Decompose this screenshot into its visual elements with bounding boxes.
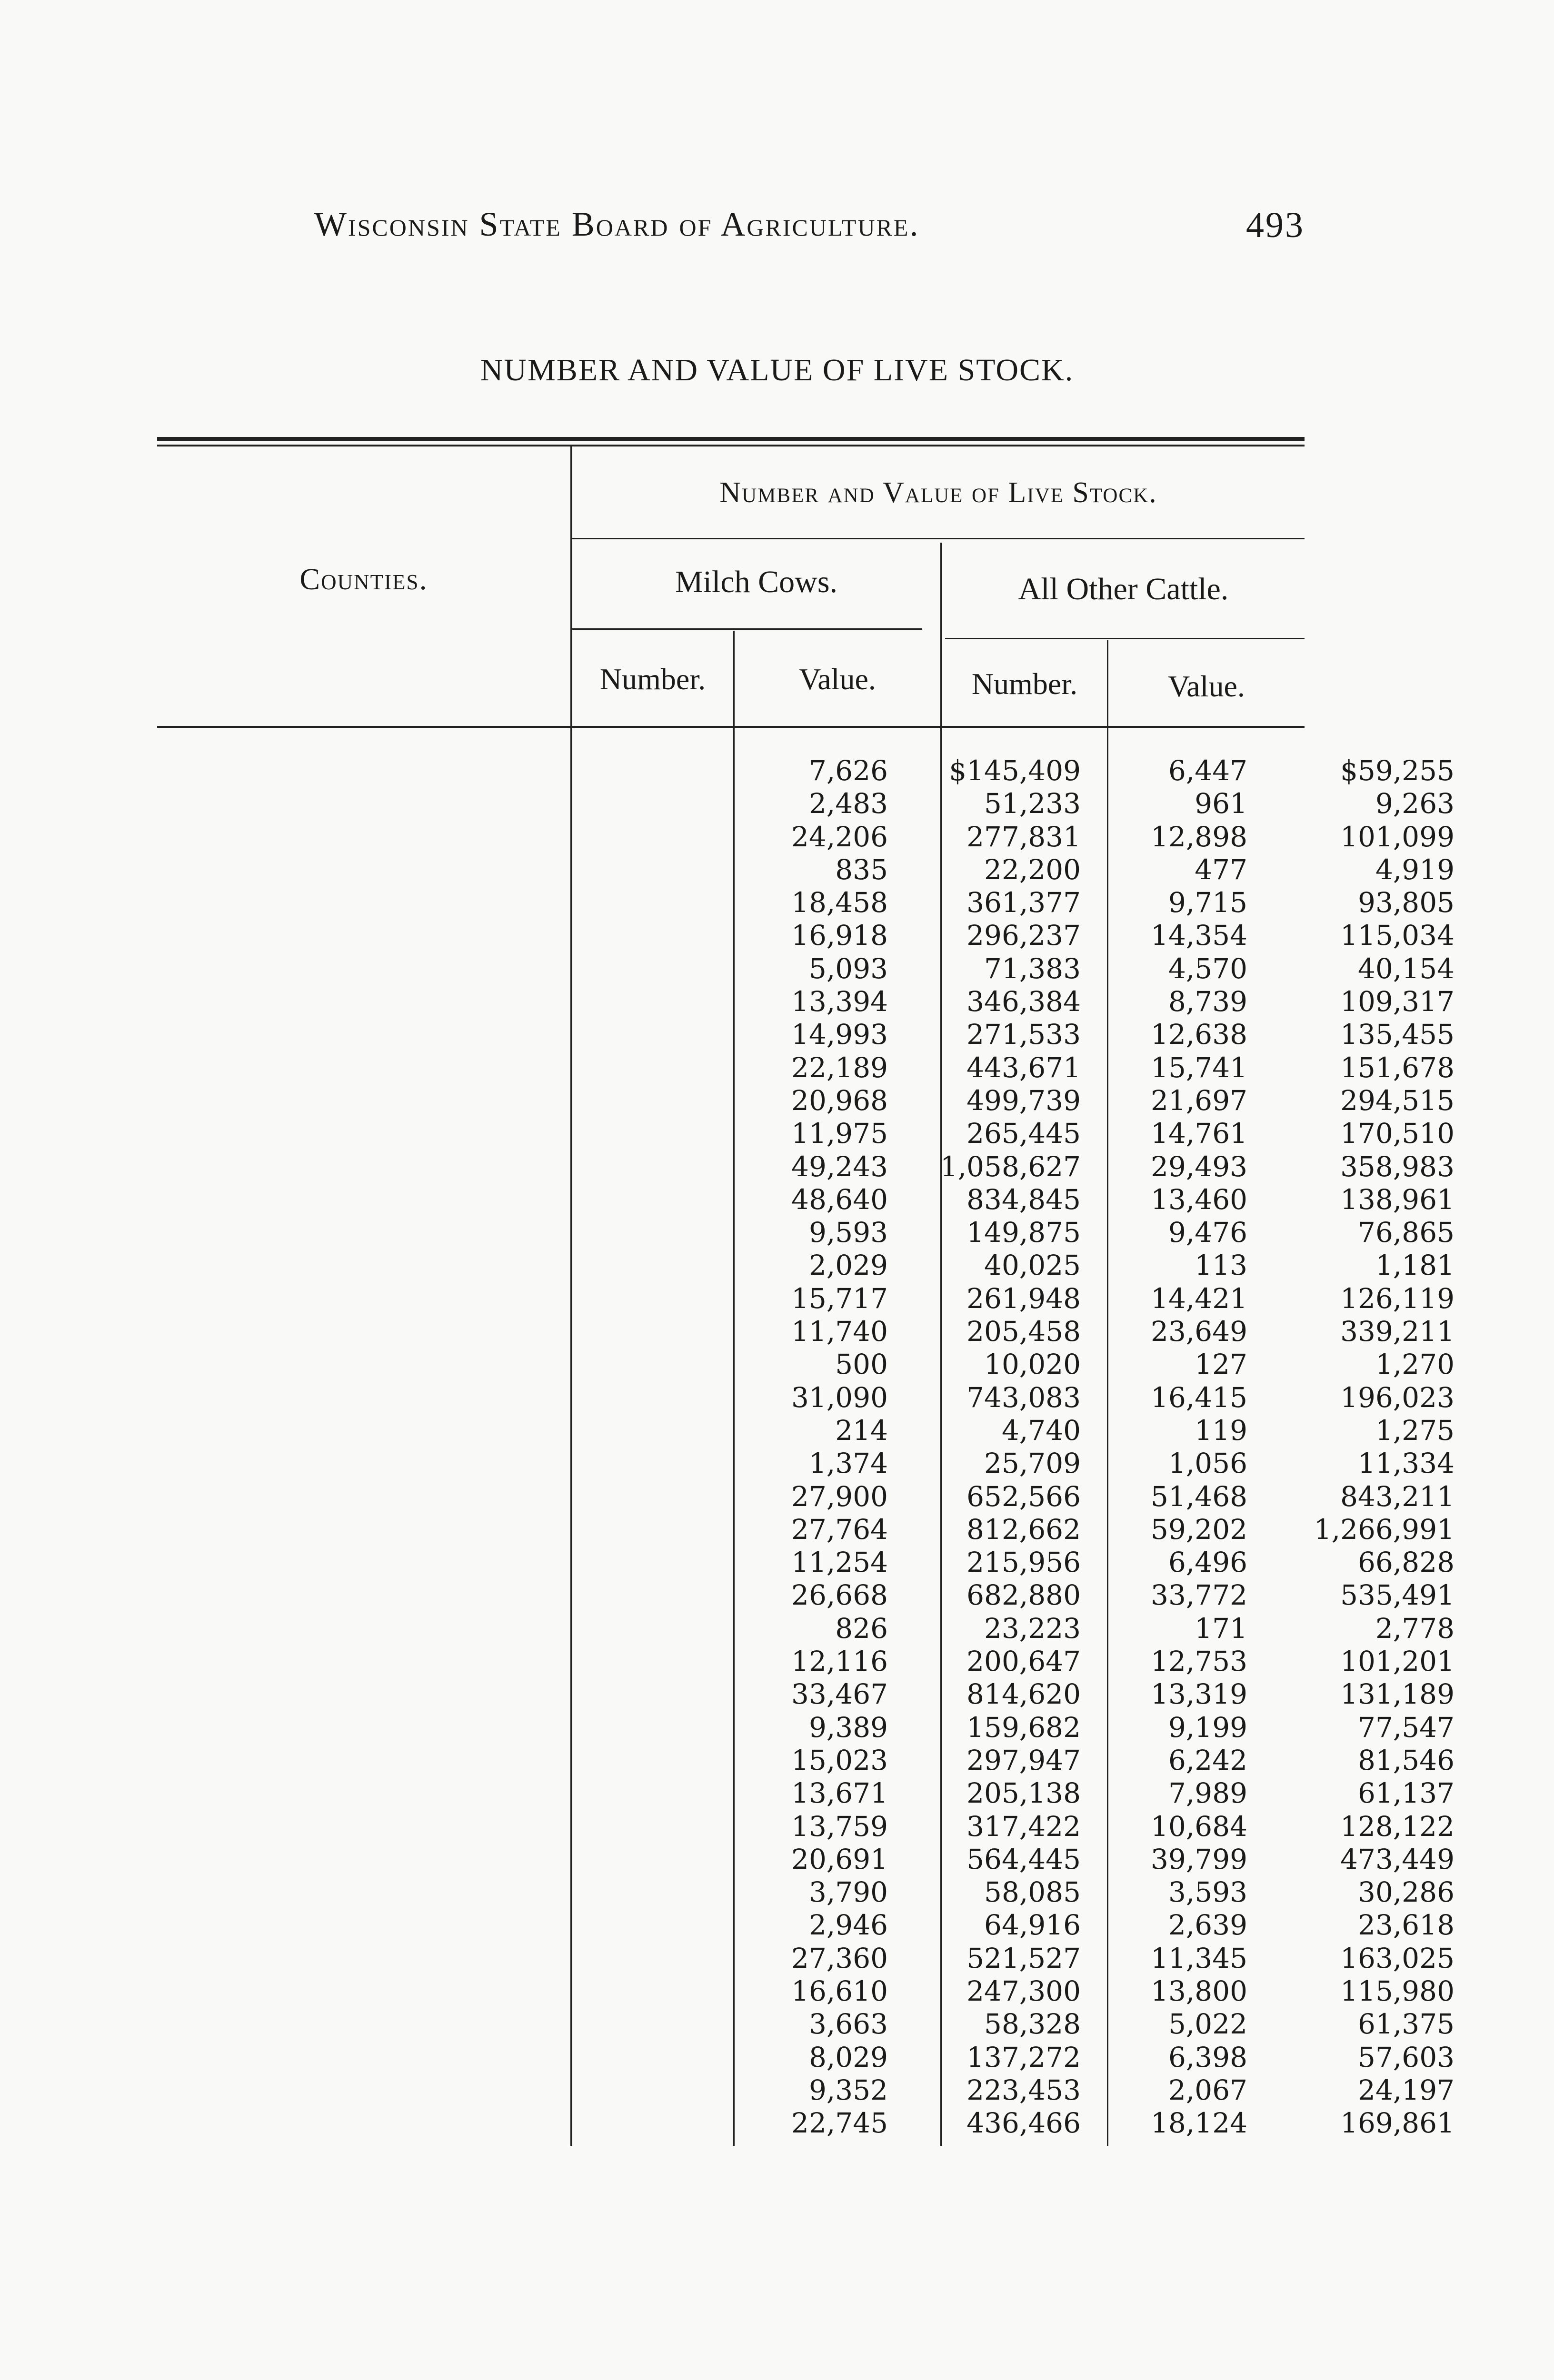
other-cattle-number: 5,022 <box>1168 2008 1247 2041</box>
other-cattle-value: 535,491 <box>1340 1579 1454 1612</box>
milch-cows-value: 436,466 <box>966 2107 1081 2140</box>
milch-cows-number: 16,610 <box>791 1974 888 2007</box>
table-row <box>157 1183 1462 1216</box>
other-cattle-number: 59,202 <box>1151 1513 1247 1546</box>
table-row <box>157 1315 1462 1348</box>
other-cattle-value: 101,099 <box>1340 820 1454 853</box>
other-cattle-number: 9,476 <box>1168 1216 1247 1249</box>
other-cattle-number: 12,898 <box>1151 820 1247 853</box>
header-other-cattle: All Other Cattle. <box>1018 572 1229 606</box>
milch-cows-value: 58,085 <box>984 1876 1081 1909</box>
other-cattle-value: 115,034 <box>1340 919 1454 952</box>
milch-cows-value: 346,384 <box>966 985 1081 1018</box>
other-cattle-value: 339,211 <box>1340 1315 1454 1348</box>
other-cattle-number: 7,989 <box>1168 1777 1247 1810</box>
milch-cows-value: 296,237 <box>966 919 1081 952</box>
table-row <box>157 2008 1462 2041</box>
rule-under-milch <box>572 628 922 630</box>
other-cattle-value: 135,455 <box>1340 1018 1454 1051</box>
other-cattle-number: 11,345 <box>1151 1942 1247 1974</box>
other-cattle-number: 14,421 <box>1151 1282 1247 1315</box>
top-double-rule-1 <box>157 437 1305 441</box>
header-cattle-value: Value. <box>1168 669 1245 703</box>
milch-cows-value: 51,233 <box>984 787 1081 820</box>
milch-cows-number: 8,029 <box>808 2041 888 2073</box>
milch-cows-value: 812,662 <box>966 1513 1081 1546</box>
other-cattle-number: 12,753 <box>1151 1645 1247 1678</box>
milch-cows-value: 652,566 <box>966 1480 1081 1513</box>
milch-cows-number: 31,090 <box>791 1381 888 1414</box>
other-cattle-number: 51,468 <box>1151 1480 1247 1513</box>
milch-cows-number: 13,759 <box>791 1810 888 1843</box>
milch-cows-value: 58,328 <box>984 2008 1081 2041</box>
other-cattle-value: 1,266,991 <box>1314 1513 1454 1546</box>
other-cattle-value: 169,861 <box>1340 2107 1454 2140</box>
milch-cows-value: 1,058,627 <box>940 1150 1081 1183</box>
table-body <box>157 754 1462 2140</box>
milch-cows-number: 11,254 <box>791 1546 888 1579</box>
table-row <box>157 853 1462 886</box>
other-cattle-number: 1,056 <box>1168 1447 1247 1480</box>
running-head <box>314 205 1305 248</box>
table-row <box>157 1084 1462 1117</box>
other-cattle-number: 8,739 <box>1168 985 1247 1018</box>
other-cattle-number: 39,799 <box>1151 1843 1247 1875</box>
table-row <box>157 1678 1462 1711</box>
other-cattle-number: 6,398 <box>1168 2041 1247 2073</box>
milch-cows-value: 361,377 <box>966 886 1081 919</box>
other-cattle-value: 473,449 <box>1340 1843 1454 1875</box>
milch-cows-value: 4,740 <box>1001 1414 1081 1447</box>
other-cattle-value: 1,270 <box>1375 1348 1454 1381</box>
other-cattle-number: 18,124 <box>1151 2107 1247 2140</box>
milch-cows-value: 564,445 <box>966 1843 1081 1875</box>
milch-cows-value: 223,453 <box>966 2073 1081 2106</box>
other-cattle-value: 126,119 <box>1340 1282 1454 1315</box>
table-row <box>157 1942 1462 1975</box>
table-row <box>157 787 1462 820</box>
other-cattle-value: 131,189 <box>1340 1678 1454 1711</box>
other-cattle-number: 15,741 <box>1151 1051 1247 1084</box>
milch-cows-number: 49,243 <box>791 1150 888 1183</box>
header-bottom-rule <box>157 726 1305 728</box>
milch-cows-value: 200,647 <box>966 1645 1081 1678</box>
table-row <box>157 2041 1462 2074</box>
running-head-title: Wisconsin State Board of Agriculture. <box>314 205 920 243</box>
table-row <box>157 1579 1462 1612</box>
milch-cows-value: 317,422 <box>966 1810 1081 1843</box>
rule-under-cattle <box>945 638 1305 639</box>
other-cattle-number: 14,354 <box>1151 919 1247 952</box>
header-cows-value: Value. <box>799 662 876 696</box>
other-cattle-number: 6,242 <box>1168 1744 1247 1776</box>
table-row <box>157 1414 1462 1447</box>
milch-cows-value: 247,300 <box>966 1974 1081 2007</box>
other-cattle-value: 163,025 <box>1340 1942 1454 1974</box>
milch-cows-number: 13,394 <box>791 985 888 1018</box>
other-cattle-number: 23,649 <box>1151 1315 1247 1348</box>
milch-cows-value: 215,956 <box>966 1546 1081 1579</box>
table-row <box>157 1216 1462 1249</box>
other-cattle-number: 12,638 <box>1151 1018 1247 1051</box>
other-cattle-value: 76,865 <box>1358 1216 1454 1249</box>
other-cattle-value: 115,980 <box>1340 1974 1454 2007</box>
milch-cows-value: 443,671 <box>966 1051 1081 1084</box>
milch-cows-value: 25,709 <box>984 1447 1081 1480</box>
milch-cows-number: 826 <box>835 1612 888 1645</box>
milch-cows-number: 214 <box>835 1414 888 1447</box>
table-row <box>157 1051 1462 1084</box>
milch-cows-number: 2,483 <box>808 787 888 820</box>
milch-cows-number: 3,663 <box>808 2008 888 2041</box>
other-cattle-value: 358,983 <box>1340 1150 1454 1183</box>
other-cattle-number: 4,570 <box>1168 952 1247 985</box>
table-row <box>157 1744 1462 1777</box>
milch-cows-number: 26,668 <box>791 1579 888 1612</box>
milch-cows-number: 16,918 <box>791 919 888 952</box>
table-row <box>157 985 1462 1018</box>
table-row <box>157 1381 1462 1414</box>
milch-cows-number: 20,691 <box>791 1843 888 1875</box>
other-cattle-value: $59,255 <box>1340 754 1454 787</box>
top-double-rule-2 <box>157 445 1305 446</box>
other-cattle-value: 1,181 <box>1375 1249 1454 1282</box>
other-cattle-value: 138,961 <box>1340 1183 1454 1216</box>
table-row <box>157 952 1462 985</box>
milch-cows-number: 22,189 <box>791 1051 888 1084</box>
rule-under-group <box>572 538 1305 539</box>
other-cattle-number: 9,715 <box>1168 886 1247 919</box>
other-cattle-value: 93,805 <box>1358 886 1454 919</box>
other-cattle-value: 30,286 <box>1358 1876 1454 1909</box>
milch-cows-value: 834,845 <box>966 1183 1081 1216</box>
milch-cows-number: 5,093 <box>808 952 888 985</box>
other-cattle-number: 127 <box>1195 1348 1247 1381</box>
milch-cows-value: 149,875 <box>966 1216 1081 1249</box>
milch-cows-value: 22,200 <box>984 853 1081 886</box>
milch-cows-number: 27,360 <box>791 1942 888 1974</box>
other-cattle-value: 294,515 <box>1340 1084 1454 1117</box>
other-cattle-value: 24,197 <box>1358 2073 1454 2106</box>
other-cattle-number: 6,496 <box>1168 1546 1247 1579</box>
other-cattle-value: 61,137 <box>1358 1777 1454 1810</box>
milch-cows-number: 2,946 <box>808 1909 888 1942</box>
other-cattle-number: 171 <box>1195 1612 1247 1645</box>
milch-cows-number: 7,626 <box>808 754 888 787</box>
table-row <box>157 1117 1462 1150</box>
other-cattle-value: 23,618 <box>1358 1909 1454 1942</box>
table-title: NUMBER AND VALUE OF LIVE STOCK. <box>480 353 1074 387</box>
table-row <box>157 1282 1462 1315</box>
table-row <box>157 1249 1462 1282</box>
other-cattle-value: 9,263 <box>1375 787 1454 820</box>
milch-cows-value: 814,620 <box>966 1678 1081 1711</box>
milch-cows-value: 71,383 <box>984 952 1081 985</box>
milch-cows-value: 137,272 <box>966 2041 1081 2073</box>
other-cattle-number: 477 <box>1195 853 1247 886</box>
table-row <box>157 1150 1462 1183</box>
milch-cows-number: 14,993 <box>791 1018 888 1051</box>
milch-cows-number: 24,206 <box>791 820 888 853</box>
milch-cows-number: 11,740 <box>791 1315 888 1348</box>
milch-cows-number: 2,029 <box>808 1249 888 1282</box>
milch-cows-value: 499,739 <box>966 1084 1081 1117</box>
milch-cows-value: 521,527 <box>966 1942 1081 1974</box>
table-row <box>157 2107 1462 2140</box>
milch-cows-value: 682,880 <box>966 1579 1081 1612</box>
other-cattle-value: 81,546 <box>1358 1744 1454 1776</box>
table-row <box>157 754 1462 787</box>
table-row <box>157 1546 1462 1579</box>
other-cattle-value: 196,023 <box>1340 1381 1454 1414</box>
milch-cows-value: 23,223 <box>984 1612 1081 1645</box>
other-cattle-number: 33,772 <box>1151 1579 1247 1612</box>
other-cattle-number: 13,460 <box>1151 1183 1247 1216</box>
milch-cows-value: 64,916 <box>984 1909 1081 1942</box>
milch-cows-value: 205,458 <box>966 1315 1081 1348</box>
milch-cows-number: 22,745 <box>791 2107 888 2140</box>
other-cattle-number: 119 <box>1195 1414 1247 1447</box>
other-cattle-value: 77,547 <box>1358 1711 1454 1744</box>
milch-cows-value: 159,682 <box>966 1711 1081 1744</box>
milch-cows-number: 9,389 <box>808 1711 888 1744</box>
milch-cows-number: 15,717 <box>791 1282 888 1315</box>
other-cattle-number: 29,493 <box>1151 1150 1247 1183</box>
table-row <box>157 1447 1462 1480</box>
other-cattle-value: 1,275 <box>1375 1414 1454 1447</box>
header-cows-number: Number. <box>599 662 706 696</box>
milch-cows-number: 500 <box>835 1348 888 1381</box>
milch-cows-number: 33,467 <box>791 1678 888 1711</box>
header-cattle-number: Number. <box>971 667 1078 701</box>
other-cattle-value: 101,201 <box>1340 1645 1454 1678</box>
page-number: 493 <box>1246 205 1305 245</box>
other-cattle-value: 57,603 <box>1358 2041 1454 2073</box>
milch-cows-value: 743,083 <box>966 1381 1081 1414</box>
table-row <box>157 919 1462 952</box>
other-cattle-value: 151,678 <box>1340 1051 1454 1084</box>
other-cattle-number: 13,800 <box>1151 1974 1247 2007</box>
milch-cows-value: 277,831 <box>966 820 1081 853</box>
other-cattle-number: 961 <box>1195 787 1247 820</box>
table-row <box>157 1612 1462 1645</box>
table-row <box>157 1711 1462 1744</box>
milch-cows-number: 27,764 <box>791 1513 888 1546</box>
other-cattle-value: 843,211 <box>1340 1480 1454 1513</box>
table-row <box>157 1843 1462 1876</box>
milch-cows-value: $145,409 <box>949 754 1081 787</box>
milch-cows-number: 48,640 <box>791 1183 888 1216</box>
milch-cows-number: 9,352 <box>808 2073 888 2106</box>
other-cattle-value: 109,317 <box>1340 985 1454 1018</box>
milch-cows-number: 11,975 <box>791 1117 888 1150</box>
other-cattle-value: 4,919 <box>1375 853 1454 886</box>
other-cattle-value: 170,510 <box>1340 1117 1454 1150</box>
other-cattle-number: 3,593 <box>1168 1876 1247 1909</box>
milch-cows-number: 18,458 <box>791 886 888 919</box>
milch-cows-value: 271,533 <box>966 1018 1081 1051</box>
other-cattle-number: 16,415 <box>1151 1381 1247 1414</box>
table-row <box>157 1876 1462 1909</box>
table-row <box>157 2074 1462 2107</box>
table-row <box>157 1975 1462 2008</box>
milch-cows-number: 1,374 <box>808 1447 888 1480</box>
other-cattle-value: 11,334 <box>1358 1447 1454 1480</box>
other-cattle-number: 6,447 <box>1168 754 1247 787</box>
other-cattle-number: 9,199 <box>1168 1711 1247 1744</box>
milch-cows-value: 261,948 <box>966 1282 1081 1315</box>
other-cattle-value: 128,122 <box>1340 1810 1454 1843</box>
milch-cows-value: 10,020 <box>984 1348 1081 1381</box>
header-milch-cows: Milch Cows. <box>675 565 838 599</box>
milch-cows-number: 835 <box>835 853 888 886</box>
header-counties: Counties. <box>299 562 428 596</box>
milch-cows-number: 3,790 <box>808 1876 888 1909</box>
other-cattle-number: 2,639 <box>1168 1909 1247 1942</box>
header-group: Number and Value of Live Stock. <box>719 476 1157 509</box>
table-row <box>157 886 1462 919</box>
table-row <box>157 1777 1462 1810</box>
other-cattle-value: 66,828 <box>1358 1546 1454 1579</box>
other-cattle-number: 113 <box>1195 1249 1247 1282</box>
other-cattle-value: 40,154 <box>1358 952 1454 985</box>
milch-cows-number: 20,968 <box>791 1084 888 1117</box>
other-cattle-value: 2,778 <box>1375 1612 1454 1645</box>
milch-cows-number: 27,900 <box>791 1480 888 1513</box>
milch-cows-number: 13,671 <box>791 1777 888 1810</box>
other-cattle-number: 10,684 <box>1151 1810 1247 1843</box>
other-cattle-number: 2,067 <box>1168 2073 1247 2106</box>
milch-cows-value: 205,138 <box>966 1777 1081 1810</box>
table-row <box>157 1018 1462 1051</box>
table-row <box>157 1909 1462 1942</box>
other-cattle-number: 14,761 <box>1151 1117 1247 1150</box>
other-cattle-number: 21,697 <box>1151 1084 1247 1117</box>
other-cattle-number: 13,319 <box>1151 1678 1247 1711</box>
table-row <box>157 1645 1462 1678</box>
table-row <box>157 1348 1462 1381</box>
table-row <box>157 1513 1462 1546</box>
milch-cows-number: 9,593 <box>808 1216 888 1249</box>
milch-cows-value: 297,947 <box>966 1744 1081 1776</box>
other-cattle-value: 61,375 <box>1358 2008 1454 2041</box>
milch-cows-number: 15,023 <box>791 1744 888 1776</box>
milch-cows-value: 40,025 <box>984 1249 1081 1282</box>
table-row <box>157 1480 1462 1513</box>
milch-cows-value: 265,445 <box>966 1117 1081 1150</box>
table-row <box>157 821 1462 853</box>
milch-cows-number: 12,116 <box>791 1645 888 1678</box>
table-row <box>157 1810 1462 1843</box>
